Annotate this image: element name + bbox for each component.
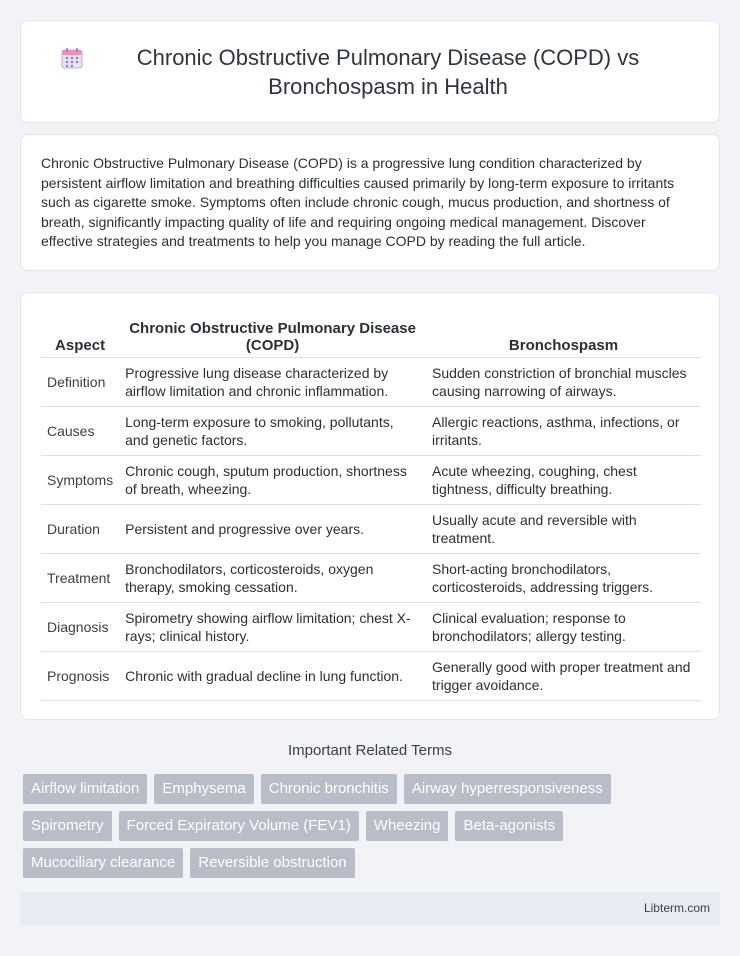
row-copd: Progressive lung disease characterized by airflow limitation and chronic inflammation. xyxy=(119,357,426,406)
row-copd: Spirometry showing airflow limitation; chest X-rays; clinical history. xyxy=(119,602,426,651)
table-row xyxy=(41,504,701,553)
row-aspect: Causes xyxy=(41,406,119,455)
row-bronchospasm: Clinical evaluation; response to bronchodilators; allergy testing. xyxy=(426,602,701,651)
header-bronchospasm: Bronchospasm xyxy=(426,313,701,357)
related-term-chip[interactable]: Chronic bronchitis xyxy=(261,774,397,804)
row-aspect: Symptoms xyxy=(41,455,119,504)
table-row xyxy=(41,406,701,455)
footer-site-link[interactable]: Libterm.com xyxy=(643,901,710,915)
related-term-chip[interactable]: Forced Expiratory Volume (FEV1) xyxy=(119,811,359,841)
row-bronchospasm: Usually acute and reversible with treatment. xyxy=(426,504,701,553)
row-copd: Chronic cough, sputum production, shortness of breath, wheezing. xyxy=(119,455,426,504)
row-copd: Long-term exposure to smoking, pollutants, and genetic factors. xyxy=(119,406,426,455)
row-aspect: Definition xyxy=(41,357,119,406)
related-term-chip[interactable]: Emphysema xyxy=(154,774,253,804)
row-bronchospasm: Allergic reactions, asthma, infections, or irritants. xyxy=(426,406,701,455)
related-term-chip[interactable]: Reversible obstruction xyxy=(190,848,354,878)
row-aspect: Treatment xyxy=(41,553,119,602)
related-terms-title: Important Related Terms xyxy=(288,742,452,759)
intro-paragraph: Chronic Obstructive Pulmonary Disease (COPD) is a progressive lung condition characterized by persistent airflow limitation and breathing difficulties caused primarily by long-term exposure to irritants such as cigarette smoke. Symptoms often include chronic cough, mucus production, and shortness of breath, significantly impacting quality of life and requiring ongoing medical management. Discover effective strategies and treatments to help you manage COPD by reading the full article. xyxy=(41,155,675,249)
row-aspect: Diagnosis xyxy=(41,602,119,651)
row-bronchospasm: Generally good with proper treatment and trigger avoidance. xyxy=(426,651,701,700)
row-copd: Persistent and progressive over years. xyxy=(119,504,426,553)
table-row xyxy=(41,602,701,651)
related-term-chip[interactable]: Airflow limitation xyxy=(23,774,147,804)
related-terms-list xyxy=(23,774,723,885)
related-term-chip[interactable]: Spirometry xyxy=(23,811,112,841)
row-copd: Chronic with gradual decline in lung function. xyxy=(119,651,426,700)
comparison-table xyxy=(41,313,701,701)
row-bronchospasm: Acute wheezing, coughing, chest tightness, difficulty breathing. xyxy=(426,455,701,504)
comparison-table-card xyxy=(20,292,720,720)
related-term-chip[interactable]: Mucociliary clearance xyxy=(23,848,183,878)
related-term-chip[interactable]: Beta-agonists xyxy=(455,811,563,841)
row-bronchospasm: Short-acting bronchodilators, corticosteroids, addressing triggers. xyxy=(426,553,701,602)
row-bronchospasm: Sudden constriction of bronchial muscles causing narrowing of airways. xyxy=(426,357,701,406)
header-aspect: Aspect xyxy=(41,313,119,357)
row-aspect: Duration xyxy=(41,504,119,553)
related-term-chip[interactable]: Airway hyperresponsiveness xyxy=(404,774,611,804)
intro-card xyxy=(20,134,720,271)
page-title: Chronic Obstructive Pulmonary Disease (COPD) vs Bronchospasm in Health xyxy=(136,44,640,99)
table-row xyxy=(41,651,701,700)
footer xyxy=(20,892,720,925)
table-row xyxy=(41,553,701,602)
calendar-icon xyxy=(61,47,83,69)
title-card xyxy=(20,20,720,123)
header-copd: Chronic Obstructive Pulmonary Disease (COPD) xyxy=(119,313,426,357)
table-row xyxy=(41,455,701,504)
table-row xyxy=(41,357,701,406)
table-header-row xyxy=(41,313,701,357)
row-copd: Bronchodilators, corticosteroids, oxygen therapy, smoking cessation. xyxy=(119,553,426,602)
related-term-chip[interactable]: Wheezing xyxy=(366,811,449,841)
row-aspect: Prognosis xyxy=(41,651,119,700)
